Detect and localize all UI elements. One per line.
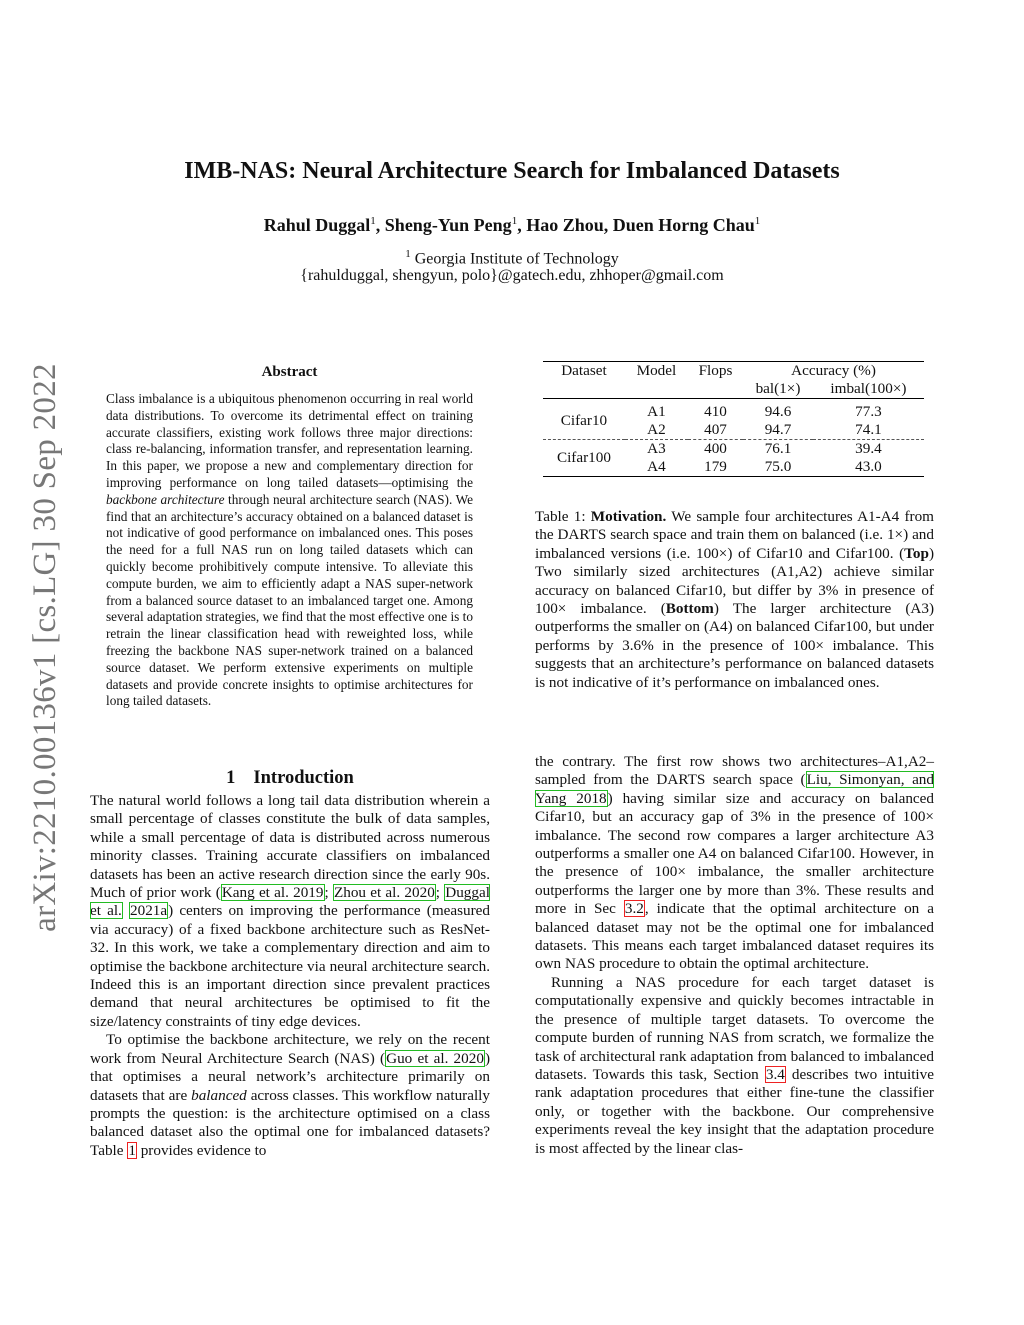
section-heading-introduction <box>90 768 490 789</box>
table-cell: A1 <box>647 402 666 420</box>
table-caption: Table 1: Motivation. We sample four architectures A1-A4 from the DARTS search space and train them on balanced (i.e. 1×) and imbalanced versions (i.e. 100×) of Cifar10 and Cifar100. (Top) Two similarly sized architectures (A1,A2) achieve similar accuracy on balanced Cifar10, but differ by 3% in presence of 100× imbalance. (Bottom) The larger architecture (A3) outperforms the smaller on (A4) on balanced Cifar100, but under performs by 3.6% in the presence of 100× imbalance. This suggests that an architecture’s performance on balanced datasets is not indicative of it’s performance on imbalanced ones. <box>535 508 934 691</box>
citation-link[interactable]: Zhou et al. 2020 <box>333 884 435 902</box>
author-emails: {rahulduggal, shengyun, polo}@gatech.edu, zhhoper@gmail.com <box>300 267 724 284</box>
abstract-body: Class imbalance is a ubiquitous phenomenon occurring in real world data distributions. To overcome its detrimental effect on training accurate classifiers, existing work follows three major directions: class re-balancing, information transfer, and representation learning. In this paper, we propose a new and complementary direction for improving performance on long tailed datasets—optimising the backbone architecture through neural architecture search (NAS). We find that an architecture’s accuracy obtained on a balanced dataset is not indicative of good performance on imbalanced ones. This poses the need for a full NAS run on long tailed datasets which can quickly become prohibitively compute intensive. To alleviate this compute burden, we aim to efficiently adapt a NAS super-network from a balanced source dataset to an imbalanced target one. Among several adaptation strategies, we find that the most effective one is to retrain the linear classification head with reweighted loss, while freezing the backbone NAS super-network trained on a balanced source dataset. We perform extensive experiments on multiple datasets and provide concrete insights to optimise architectures for long tailed datasets. <box>106 391 473 709</box>
author-list: Rahul Duggal$^1$, Sheng-Yun Peng$^1$, Hao Zhou, Duen Horng Chau$^1$ <box>263 215 761 235</box>
table-cell: 43.0 <box>855 457 882 475</box>
paragraph: Running a NAS procedure for each target dataset is computationally expensive and quickly becomes intractable in the presence of multiple target datasets. To overcome the compute burden of running NAS from scratch, we formalize the task of architectural rank adaptation from balanced to imbalanced datasets. Towards this task, Section 3.4 describes two intuitive rank adaptation procedures that either fine-tune the classifier only, or together with the backbone. Our comprehensive experiments reveal the key insight that the adaptation procedure is most affected by the linear clas- <box>535 973 934 1157</box>
table-dataset-cell: Cifar100 <box>556 448 611 466</box>
affiliation-mark: 1 <box>405 248 411 260</box>
author-name: Duen Horng Chau <box>612 215 755 235</box>
table-dataset-cell: Cifar10 <box>560 411 608 429</box>
section-ref-link[interactable]: 3.4 <box>765 1065 785 1083</box>
table-subheader: bal(1×) <box>755 380 801 397</box>
table-header: Flops <box>698 362 733 379</box>
table-cell: 179 <box>704 457 727 475</box>
paragraph: the contrary. The first row shows two architectures–A1,A2–sampled from the DARTS search space (Liu, Simonyan, and Yang 2018) having similar size and accuracy on balanced Cifar10, but an accuracy gap of 3% in the presence of 100× imbalance. The second row compares a larger architecture A3 outperforms a smaller one A4 on balanced Cifar100. However, in the presence of 100× imbalance, the smaller architecture outperforms the larger one by more than 3%. These results and more in Sec 3.2, indicate that the optimal architecture on a balanced dataset may not be the optimal one for imbalanced datasets. This means each target imbalanced dataset requires its own NAS procedure to obtain the optimal architecture. <box>535 753 935 973</box>
author-name: Sheng-Yun Peng <box>384 215 512 235</box>
table-cell: 407 <box>704 420 727 438</box>
results-table <box>543 361 924 477</box>
table-cell: 94.6 <box>764 402 792 420</box>
table-header: Dataset <box>561 362 607 379</box>
table-header: Model <box>636 362 677 379</box>
table-cell: A3 <box>647 439 666 457</box>
abstract-emphasis: backbone architecture <box>106 491 225 507</box>
paragraph: To optimise the backbone architecture, we rely on the recent work from Neural Architecture Search (NAS) (Guo et al. 2020) that optimises a neural network’s architecture primarily on datasets that are balanced across classes. This workflow naturally prompts the question: is the architecture optimised on a class balanced dataset also the optimal one for imbalanced datasets? Table 1 provides evidence to <box>90 1031 490 1159</box>
citation-link[interactable]: Liu, Simonyan, and Yang 2018 <box>535 771 934 807</box>
table-cell: 400 <box>704 439 727 457</box>
section-title: Introduction <box>253 768 354 788</box>
table-cell: A4 <box>647 457 666 475</box>
citation-link[interactable]: Guo et al. 2020 <box>386 1049 484 1067</box>
author-name: Hao Zhou <box>526 215 604 235</box>
table-cell: 76.1 <box>764 439 792 457</box>
table-cell: A2 <box>647 420 666 438</box>
arxiv-stamp: arXiv:2210.00136v1 [cs.LG] 30 Sep 2022 <box>26 362 63 932</box>
table-ref-link[interactable]: 1 <box>128 1141 136 1159</box>
section-ref-link[interactable]: 3.2 <box>624 900 644 918</box>
author-affil-mark: 1 <box>370 215 376 227</box>
table-subheader: imbal(100×) <box>830 380 907 397</box>
citation-link[interactable]: Duggal et al. <box>90 884 490 920</box>
right-column-text <box>535 753 934 1158</box>
left-column-text <box>90 792 490 1160</box>
table-cell: 94.7 <box>764 420 792 438</box>
table-cell: 39.4 <box>855 439 882 457</box>
section-number: 1 <box>226 768 236 788</box>
paragraph: The natural world follows a long tail data distribution wherein a small percentage of classes constitute the bulk of data samples, while a small percentage of data is distributed across numerous minority classes. Training accurate classifiers on imbalanced datasets has been an active research direction since the early 90s. Much of prior work (Kang et al. 2019; Zhou et al. 2020; Duggal et al. 2021a) centers on improving the performance (measured via accuracy) of a fixed backbone architecture such as ResNet-32. In this work, we take a complementary direction and aim to optimise the backbone architecture via neural architecture search. Indeed this is an important direction since prevalent practices demand that neural architectures be optimised to fit the size/latency constraints of tiny edge devices. <box>90 792 491 1030</box>
author-affil-mark: 1 <box>511 215 518 227</box>
table-cell: 74.1 <box>855 420 882 438</box>
author-name: Rahul Duggal <box>263 215 371 235</box>
affiliation <box>90 248 934 268</box>
author-affil-mark: 1 <box>754 215 761 227</box>
affiliation-name: Georgia Institute of Technology <box>414 250 619 268</box>
abstract-heading: Abstract <box>261 364 318 380</box>
citation-link[interactable]: 2021a <box>130 902 168 920</box>
citation-link[interactable]: Kang et al. 2019 <box>221 884 324 902</box>
table-cell: 75.0 <box>764 457 792 475</box>
table-header: Accuracy (%) <box>791 362 876 379</box>
table-cell: 77.3 <box>855 402 882 420</box>
paper-title: IMB-NAS: Neural Architecture Search for Imbalanced Datasets <box>184 158 840 184</box>
table-cell: 410 <box>704 402 727 420</box>
